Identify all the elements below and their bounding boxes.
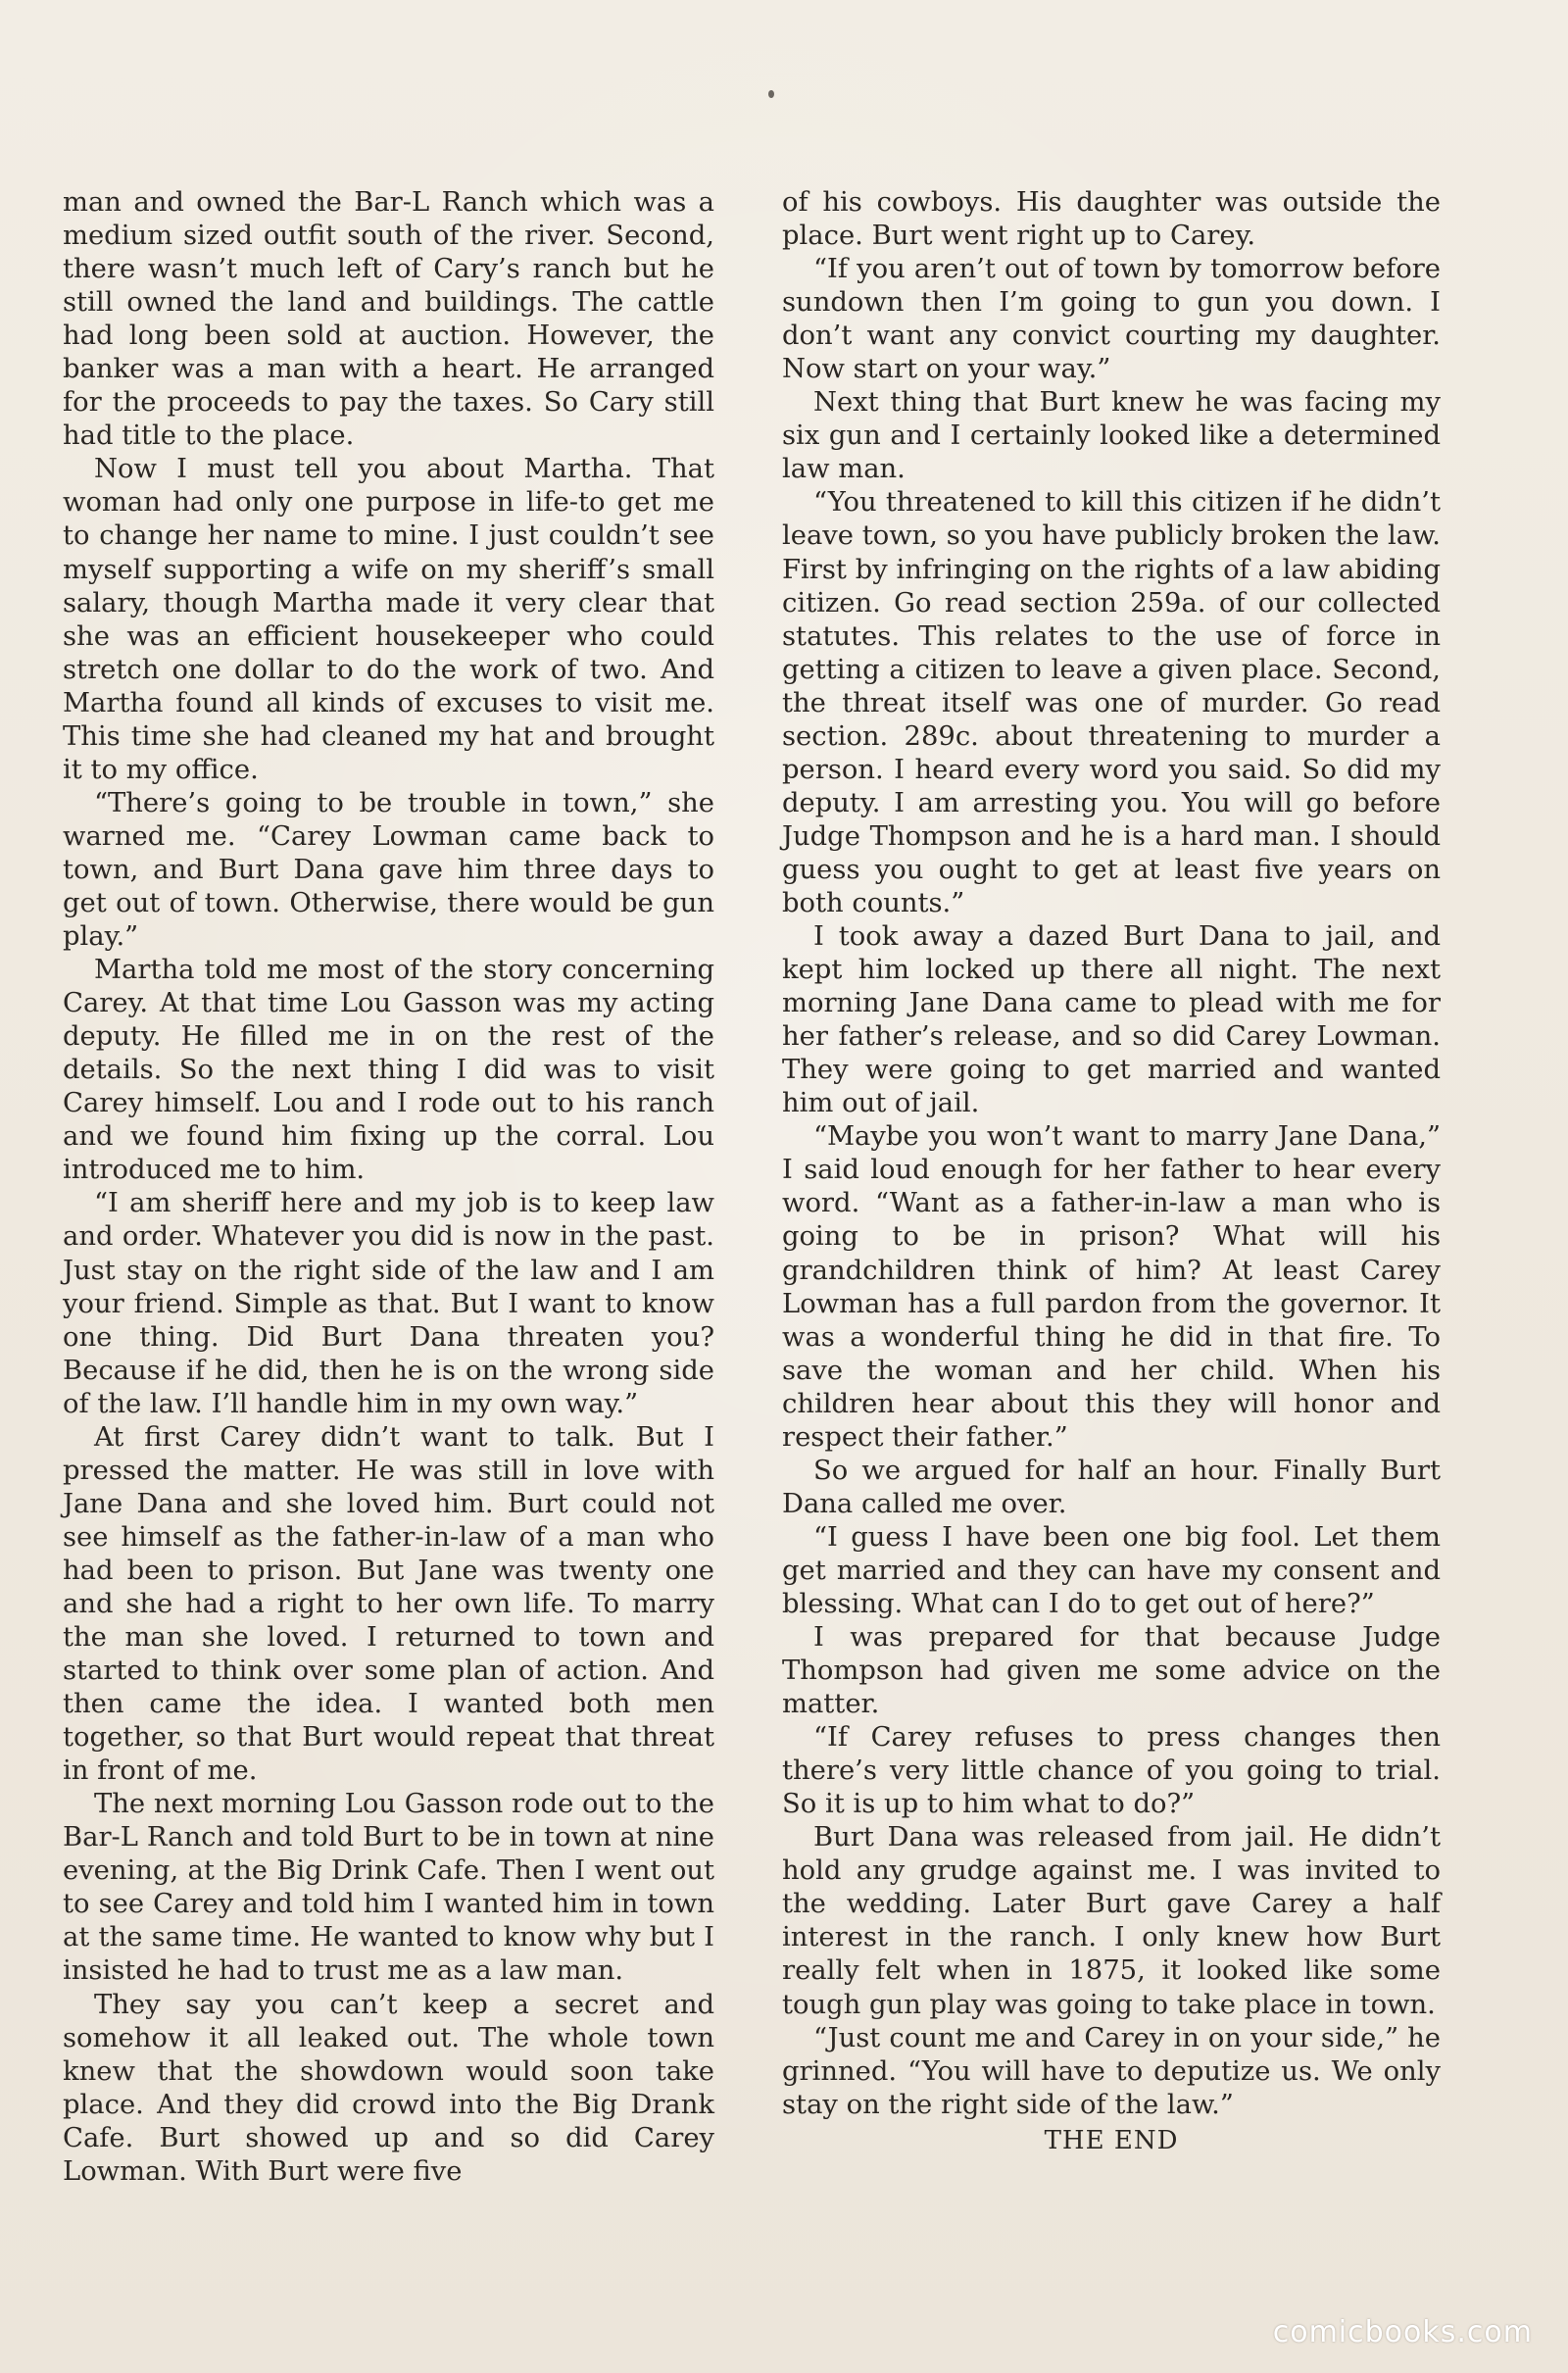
paragraph: “Maybe you won’t want to marry Jane Dana,” I said loud enough for her father to hear every word. “Want as a father-in-law a man who is going to be in prison? What will his grandchildren think of him? At least Carey Lowman has a full pardon from the governor. It was a wonderful thing he did in that fire. To save the woman and her child. When his children hear about this they will honor and respect their father.”: [782, 1121, 1441, 1453]
paragraph: The next morning Lou Gasson rode out to the Bar-L Ranch and told Burt to be in town at nine evening, at the Big Drink Cafe. Then I went out to see Carey and told him I wanted him in town at the same time. He wanted to know why but I insisted he had to trust me as a law man.: [63, 1789, 714, 1987]
right-text-column: [782, 186, 1441, 2157]
page-speck: [768, 90, 774, 98]
paragraph: At first Carey didn’t want to talk. But I pressed the matter. He was still in love with Jane Dana and she loved him. Burt could not see himself as the father-in-law of a man who had been to prison. But Jane was twenty one and she had a right to her own life. To marry the man she loved. I returned to town and started to think over some plan of action. And then came the idea. I wanted both men together, so that Burt would repeat that threat in front of me.: [63, 1421, 714, 1787]
paragraph: “Just count me and Carey in on your side,” he grinned. “You will have to deputize us. We only stay on the right side of the law.”: [782, 2022, 1441, 2120]
left-text-column: [63, 186, 714, 2189]
paragraph: I took away a dazed Burt Dana to jail, and kept him locked up there all night. The next morning Jane Dana came to plead with me for her father’s release, and so did Carey Lowman. They were going to get married and wanted him out of jail.: [782, 921, 1441, 1119]
paragraph: “There’s going to be trouble in town,” she warned me. “Carey Lowman came back to town, and Burt Dana gave him three days to get out of town. Otherwise, there would be gun play.”: [63, 787, 714, 953]
paragraph: “I am sheriff here and my job is to keep law and order. Whatever you did is now in the past. Just stay on the right side of the law and I am your friend. Simple as that. But I want to know one thing. Did Burt Dana threaten you? Because if he did, then he is on the wrong side of the law. I’ll handle him in my own way.”: [63, 1188, 714, 1419]
paragraph: So we argued for half an hour. Finally Burt Dana called me over.: [782, 1455, 1441, 1519]
paragraph: man and owned the Bar-L Ranch which was a medium sized outfit south of the river. Second, there wasn’t much left of Cary’s ranch but he still owned the land and buildings. The cattle had long been sold at auction. However, the banker was a man with a heart. He arranged for the proceeds to pay the taxes. So Cary still had title to the place.: [63, 187, 714, 452]
paragraph: of his cowboys. His daughter was outside the place. Burt went right up to Carey.: [782, 187, 1441, 252]
the-end-label: THE END: [1044, 2125, 1179, 2155]
paragraph: I was prepared for that because Judge Thompson had given me some advice on the matter.: [782, 1622, 1441, 1720]
paragraph: “If Carey refuses to press changes then there’s very little chance of you going to trial. So it is up to him what to do?”: [782, 1722, 1441, 1820]
paragraph: “If you aren’t out of town by tomorrow before sundown then I’m going to gun you down. I don’t want any convict courting my daughter. Now start on your way.”: [782, 254, 1441, 385]
paragraph: Now I must tell you about Martha. That woman had only one purpose in life-to get me to change her name to mine. I just couldn’t see myself supporting a wife on my sheriff’s small salary, though Martha made it very clear that she was an efficient housekeeper who could stretch one dollar to do the work of two. And Martha found all kinds of excuses to visit me. This time she had cleaned my hat and brought it to my office.: [63, 454, 714, 785]
paragraph: They say you can’t keep a secret and somehow it all leaked out. The whole town knew that the showdown would soon take place. And they did crowd into the Big Drank Cafe. Burt showed up and so did Carey Lowman. With Burt were five: [63, 1989, 714, 2187]
site-watermark: comicbooks.com: [1272, 2315, 1533, 2349]
paragraph: Martha told me most of the story concerning Carey. At that time Lou Gasson was my acting deputy. He filled me in on the rest of the details. So the next thing I did was to visit Carey himself. Lou and I rode out to his ranch and we found him fixing up the corral. Lou introduced me to him.: [63, 955, 714, 1186]
paragraph: “You threatened to kill this citizen if he didn’t leave town, so you have publicly broken the law. First by infringing on the rights of a law abiding citizen. Go read section 259a. of our collected statutes. This relates to the use of force in getting a citizen to leave a given place. Second, the threat itself was one of murder. Go read section. 289c. about threatening to murder a person. I heard every word you said. So did my deputy. I am arresting you. You will go before Judge Thompson and he is a hard man. I should guess you ought to get at least five years on both counts.”: [782, 487, 1441, 918]
paragraph: Burt Dana was released from jail. He didn’t hold any grudge against me. I was invited to the wedding. Later Burt gave Carey a half interest in the ranch. I only knew how Burt really felt when in 1875, it looked like some tough gun play was going to take place in town.: [782, 1822, 1441, 2020]
paragraph: Next thing that Burt knew he was facing my six gun and I certainly looked like a determined law man.: [782, 387, 1441, 485]
paragraph: “I guess I have been one big fool. Let them get married and they can have my consent and blessing. What can I do to get out of here?”: [782, 1521, 1441, 1619]
